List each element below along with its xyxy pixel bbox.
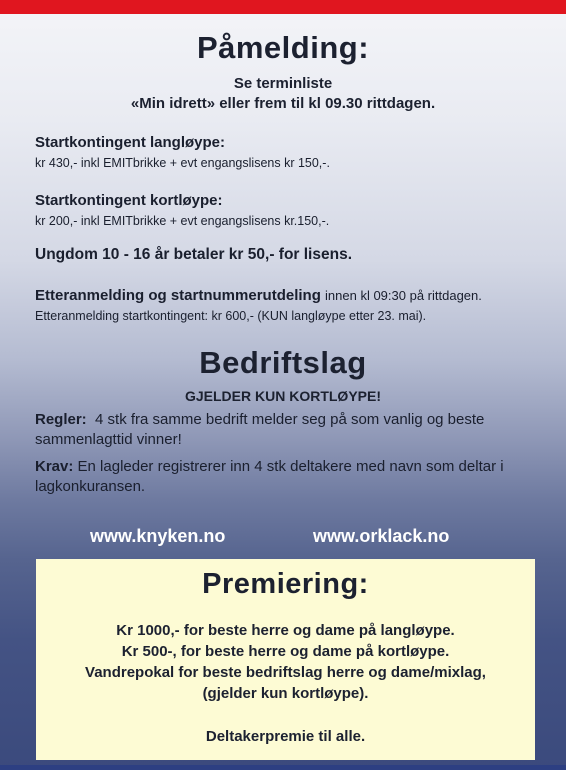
premiering-line-2: Kr 500-, for beste herre og dame på kortløype. <box>121 643 450 660</box>
website-links <box>0 526 566 550</box>
regler-text: 4 stk fra samme bedrift melder seg på som vanlig og beste sammenlagttid vinner! <box>35 411 485 448</box>
pamelding-subtitle-1: Se terminliste <box>233 75 333 92</box>
startkontingent-kort-text: kr 200,- inkl EMITbrikke + evt engangslisens kr.150,-. <box>35 214 330 228</box>
startkontingent-kort-heading: Startkontingent kortløype: <box>35 192 223 209</box>
startkontingent-kortloype <box>35 192 555 228</box>
regler-label: Regler: <box>35 411 87 428</box>
etteranmelding-text: Etteranmelding startkontingent: kr 600,- (KUN langløype etter 23. mai). <box>35 309 427 323</box>
pamelding-subtitle-2: «Min idrett» eller frem til kl 09.30 rittdagen. <box>130 95 436 112</box>
premiering-box <box>36 559 535 760</box>
etteranmelding-heading: Etteranmelding og startnummerutdeling <box>35 287 321 304</box>
startkontingent-lang-heading: Startkontingent langløype: <box>35 134 226 151</box>
bedriftslag-regler <box>35 410 555 450</box>
bottom-bar <box>0 765 566 770</box>
premiering-line-4: (gjelder kun kortløype). <box>202 685 369 702</box>
link-knyken[interactable]: www.knyken.no <box>90 526 226 546</box>
premiering-line-3: Vandrepokal for beste bedriftslag herre og dame/mixlag, <box>85 664 486 681</box>
pamelding-title: Påmelding: <box>196 30 370 65</box>
premiering-line-1: Kr 1000,- for beste herre og dame på langløype. <box>116 622 455 639</box>
premiering-title: Premiering: <box>202 568 369 600</box>
krav-label: Krav: <box>35 458 74 475</box>
bedriftslag-subtitle: GJELDER KUN KORTLØYPE! <box>184 388 381 404</box>
top-red-bar <box>0 0 566 14</box>
startkontingent-langloype <box>35 134 555 170</box>
premiering-line-5: Deltakerpremie til alle. <box>205 728 366 745</box>
ungdom-lisens: Ungdom 10 - 16 år betaler kr 50,- for lisens. <box>35 246 353 263</box>
krav-text: En lagleder registrerer inn 4 stk deltakere med navn som deltar i lagkonkuransen. <box>35 458 504 495</box>
bedriftslag-title: Bedriftslag <box>199 345 367 380</box>
etteranmelding-heading-line <box>35 287 555 304</box>
startkontingent-lang-text: kr 430,- inkl EMITbrikke + evt engangslisens kr 150,-. <box>35 156 330 170</box>
etteranmelding <box>35 287 555 323</box>
link-orklack[interactable]: www.orklack.no <box>313 526 450 546</box>
bedriftslag-krav <box>35 457 555 497</box>
etteranmelding-heading-tail: innen kl 09:30 på rittdagen. <box>325 288 482 303</box>
